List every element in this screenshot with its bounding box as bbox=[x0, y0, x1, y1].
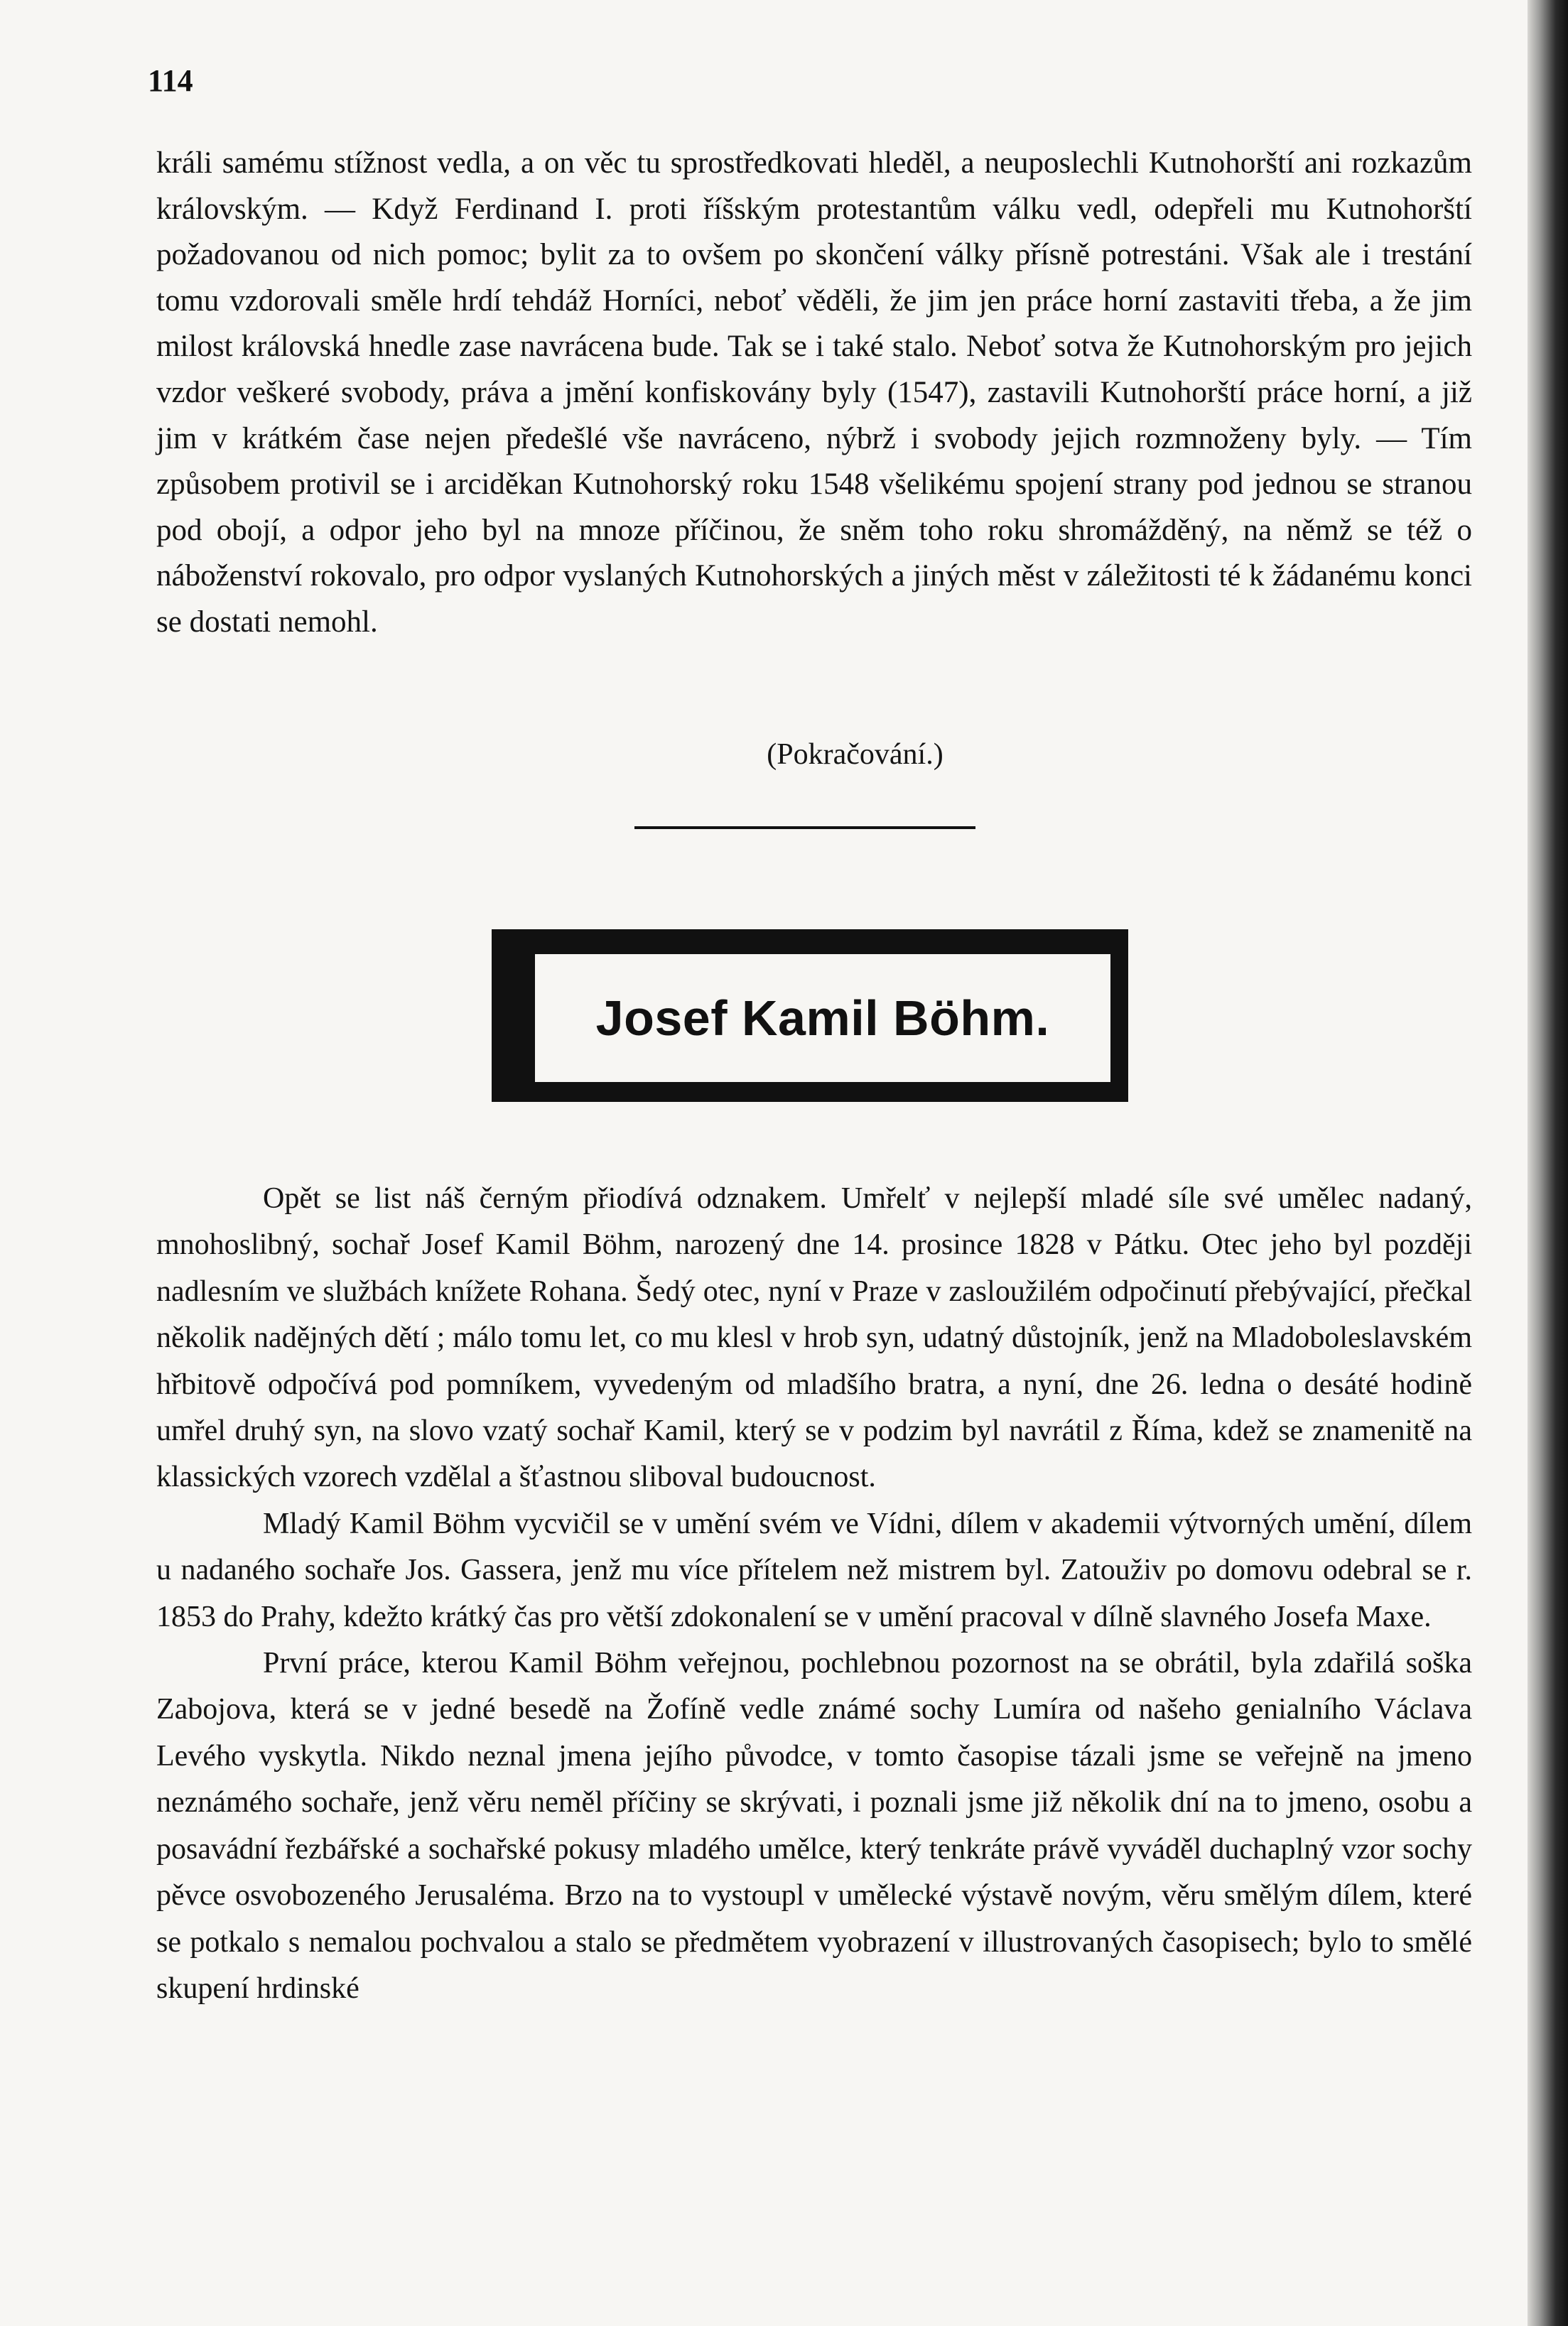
page-number: 114 bbox=[148, 63, 193, 98]
continuation-note bbox=[0, 737, 1568, 772]
section-divider bbox=[634, 826, 975, 829]
heading-box bbox=[531, 951, 1114, 1086]
paragraph: králi samému stížnost vedla, a on věc tu sprostředkovati hleděl, a neuposlechli Kutnohorští ani rozkazům královským. — Když Ferdinand I. proti říšským protestantům válku vedl, odepřeli mu Kutnohorští požadovanou od nich pomoc; bylit za to ovšem po skončení války přísně potrestáni. Však ale i trestání tomu vzdorovali směle hrdí tehdáž Horníci, neboť věděli, že jim jen práce horní zastaviti třeba, a že jim milost královská hnedle zase navrácena bude. Tak se i také stalo. Neboť sotva že Kutnohorským pro jejich vzdor veškeré svobody, práva a jmění konfiskovány byly (1547), zastavili Kutnohorští práce horní, a již jim v krátkém čase nejen předešlé vše navráceno, nýbrž i svobody jejich rozmnoženy byly. — Tím způsobem protivil se i arciděkan Kutnohorský roku 1548 všelikému spojení strany pod jednou se stranou pod obojí, a odpor jeho byl na mnoze příčinou, že sněm toho roku shromážděný, na němž se též o náboženství rokovalo, pro odpor vyslaných Kutnohorských a jiných měst v záležitosti té k žádanému konci se dostati nemohl. bbox=[156, 146, 1472, 639]
obituary-article bbox=[156, 1176, 1472, 2012]
article-heading: Josef Kamil Böhm. bbox=[595, 990, 1050, 1046]
paragraph: První práce, kterou Kamil Böhm veřejnou, pochlebnou pozornost na se obrátil, byla zdařilá soška Zabojova, která se v jedné besedě na Žofíně vedle známé sochy Lumíra od našeho genialního Václava Levého vyskytla. Nikdo neznal jmena jejího původce, v tomto časopise tázali jsme se veřejně na jmeno neznámého sochaře, jenž věru neměl příčiny se skrývati, i poznali jsme již několik dní na to jmeno, osobu a posavádní řezbářské a sochařské pokusy mladého umělce, který tenkráte právě vyváděl duchaplný vzor sochy pěvce osvobozeného Jerusaléma. Brzo na to vystoupl v umělecké výstavě novým, věru smělým dílem, které se potkalo s nemalou pochvalou a stalo se předmětem vyobrazení v illustrovaných časopisech; bylo to smělé skupení hrdinské bbox=[156, 1647, 1472, 2005]
continued-article-text bbox=[156, 141, 1472, 646]
continuation-label: (Pokračování.) bbox=[767, 738, 943, 771]
paragraph: Opět se list náš černým přiodívá odznakem. Umřelť v nejlepší mladé síle své umělec nadaný, mnohoslibný, sochař Josef Kamil Böhm, narozený dne 14. prosince 1828 v Pátku. Otec jeho byl později nadlesním ve službách knížete Rohana. Šedý otec, nyní v Praze v zasloužilém odpočinutí přebývající, přečkal několik nadějných dětí ; málo tomu let, co mu klesl v hrob syn, udatný důstojník, jenž na Mladoboleslavském hřbitově odpočívá pod pomníkem, vyvedeným od mladšího bratra, a nyní, dne 26. ledna o desáté hodině umřel druhý syn, na slovo vzatý sochař Kamil, který se v podzim byl navrátil z Říma, kdež se znamenitě na klassických vzorech vzdělal a šťastnou sliboval budoucnost. bbox=[156, 1182, 1472, 1494]
page-edge-shadow bbox=[1528, 0, 1568, 2326]
paragraph: Mladý Kamil Böhm vycvičil se v umění svém ve Vídni, dílem v akademii výtvorných umění, dílem u nadaného sochaře Jos. Gassera, jenž mu více přítelem než mistrem byl. Zatouživ po domovu odebral se r. 1853 do Prahy, kdežto krátký čas pro větší zdokonalení se v umění pracoval v dílně slavného Josefa Maxe. bbox=[156, 1507, 1472, 1633]
